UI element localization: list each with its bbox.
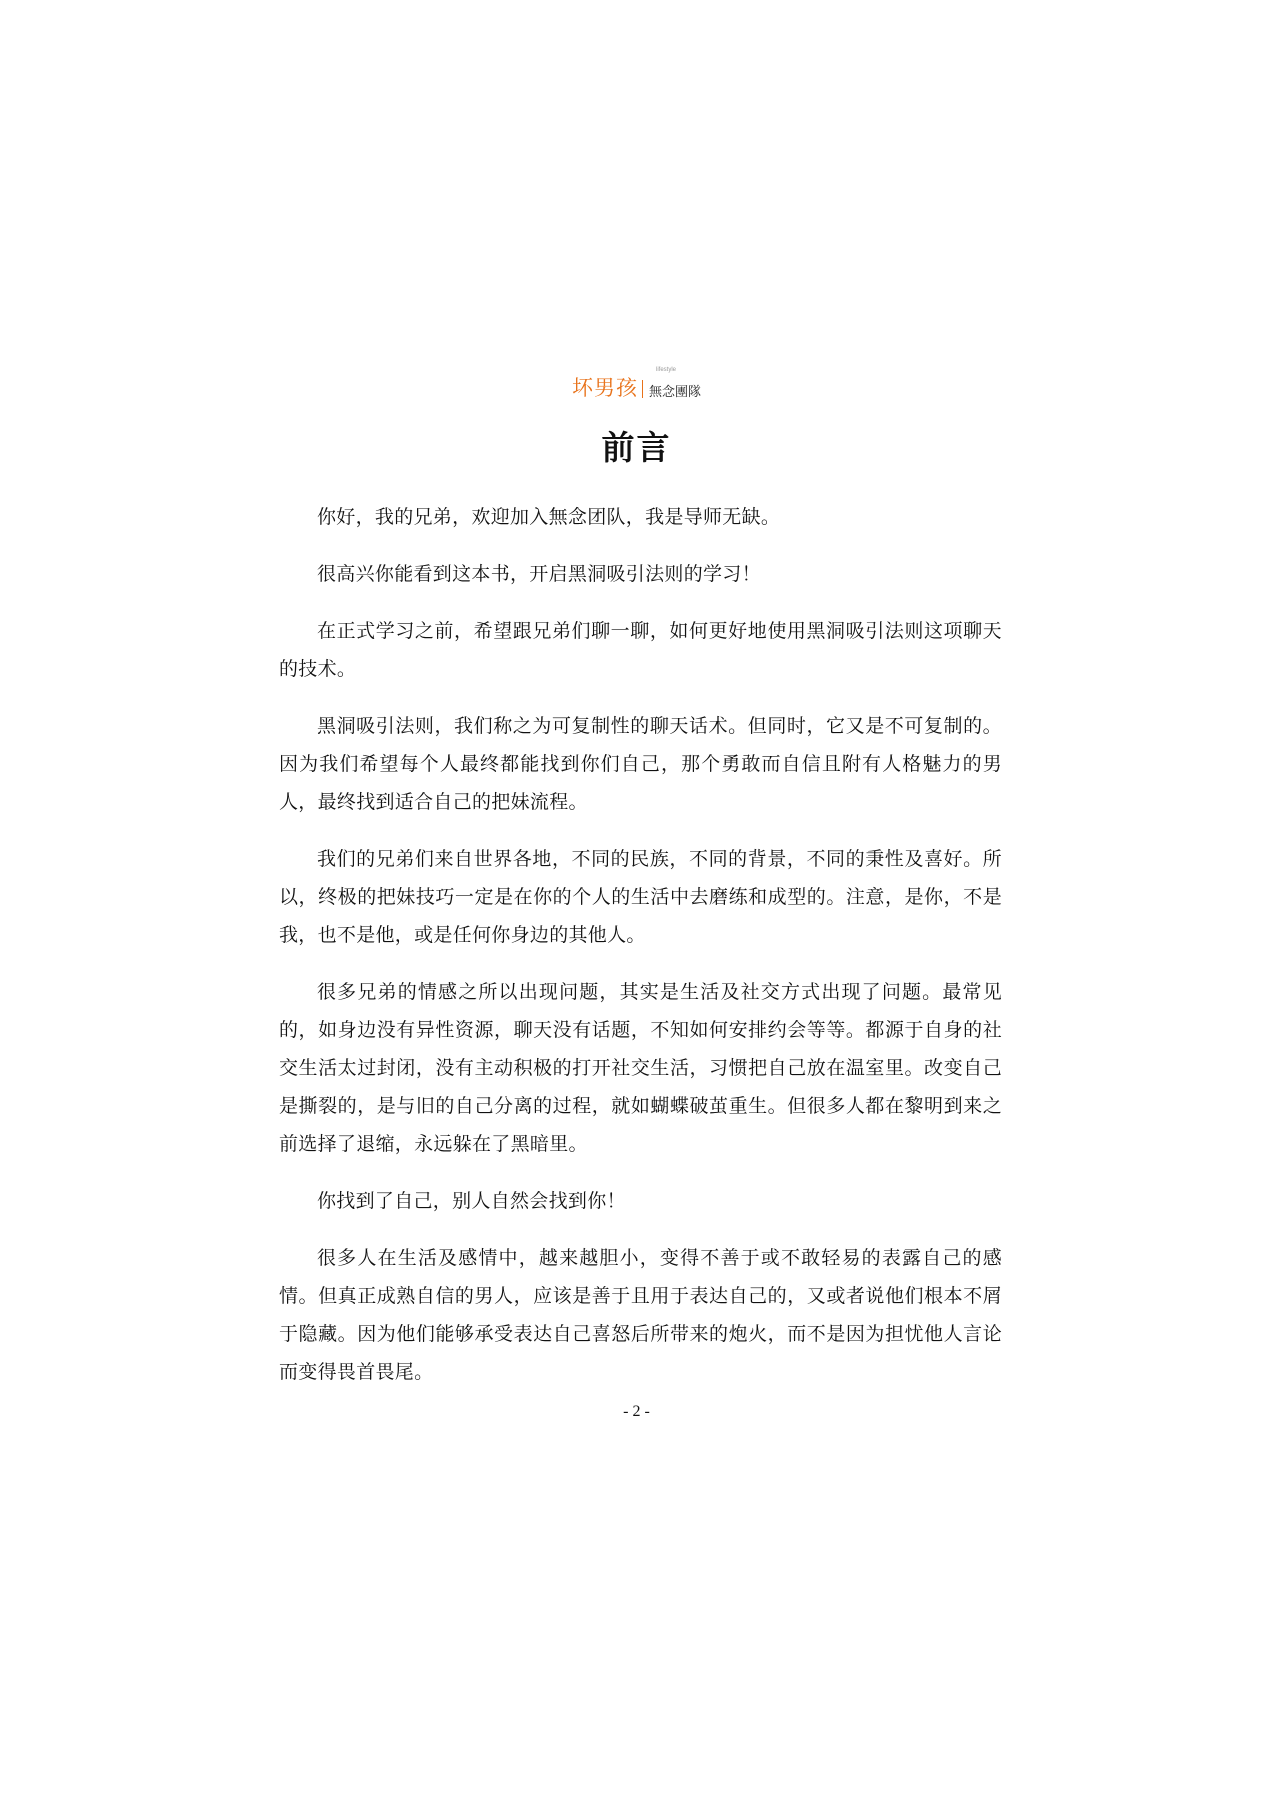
- logo: [571, 367, 701, 402]
- header-logo: [0, 367, 1273, 402]
- paragraph: 很多兄弟的情感之所以出现问题，其实是生活及社交方式出现了问题。最常见的，如身边没有异性资源，聊天没有话题，不知如何安排约会等等。都源于自身的社交生活太过封闭，没有主动积极的打开社交生活，习惯把自己放在温室里。改变自己是撕裂的，是与旧的自己分离的过程，就如蝴蝶破茧重生。但很多人都在黎明到来之前选择了退缩，永远躲在了黑暗里。: [279, 981, 1002, 1155]
- page-title: 前言: [601, 428, 672, 467]
- paragraph: 很高兴你能看到这本书，开启黑洞吸引法则的学习！: [317, 563, 761, 585]
- paragraph: 很多人在生活及感情中，越来越胆小，变得不善于或不敢轻易的表露自己的感情。但真正成熟自信的男人，应该是善于且用于表达自己的，又或者说他们根本不屑于隐藏。因为他们能够承受表达自己喜怒后所带来的炮火，而不是因为担忧他人言论而变得畏首畏尾。: [279, 1247, 1002, 1383]
- paragraph: 你好，我的兄弟，欢迎加入無念团队，我是导师无缺。: [317, 506, 781, 528]
- logo-divider: [642, 380, 643, 398]
- logo-team-name: 無念團隊: [648, 384, 701, 400]
- logo-tagline: lifestyle: [655, 367, 676, 373]
- paragraph: 你找到了自己，别人自然会找到你！: [317, 1190, 626, 1212]
- paragraph: 在正式学习之前，希望跟兄弟们聊一聊，如何更好地使用黑洞吸引法则这项聊天的技术。: [279, 620, 1002, 680]
- page-number: - 2 -: [623, 1403, 650, 1420]
- paragraph: 黑洞吸引法则，我们称之为可复制性的聊天话术。但同时，它又是不可复制的。因为我们希望每个人最终都能找到你们自己，那个勇敢而自信且附有人格魅力的男人，最终找到适合自己的把妹流程。: [279, 715, 1002, 813]
- logo-brand-text: 坏男孩: [571, 376, 638, 400]
- paragraph: 我们的兄弟们来自世界各地，不同的民族，不同的背景，不同的秉性及喜好。所以，终极的把妹技巧一定是在你的个人的生活中去磨练和成型的。注意，是你，不是我，也不是他，或是任何你身边的其他人。: [279, 848, 1002, 946]
- document-body: [279, 498, 1002, 1410]
